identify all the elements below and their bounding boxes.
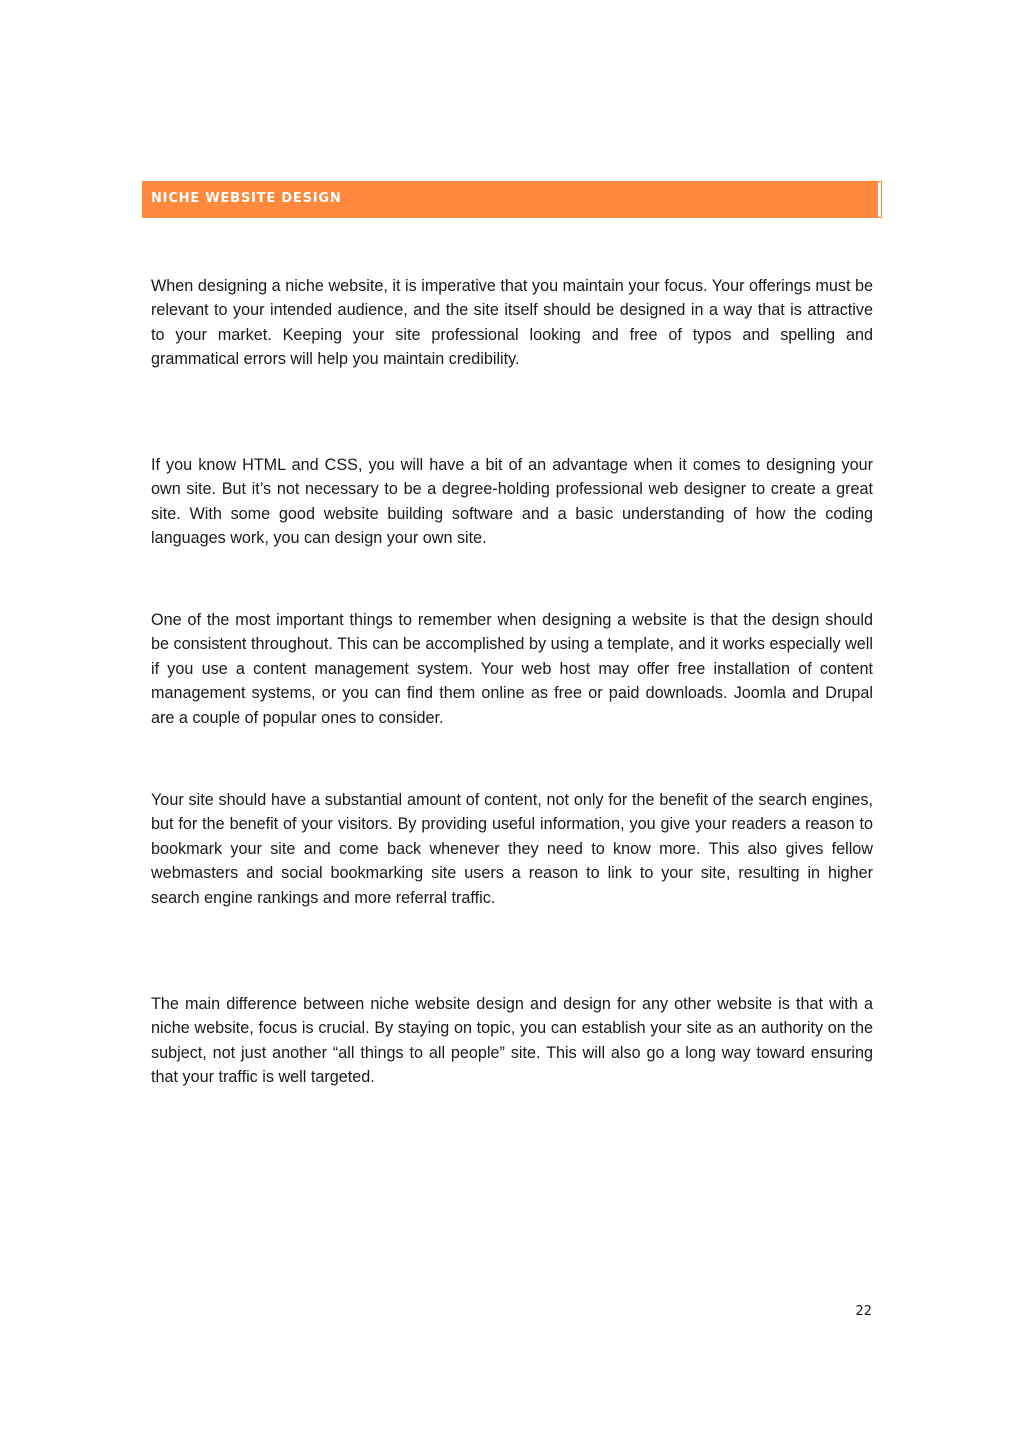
section-heading-bar (143, 182, 881, 217)
section-heading: NICHE WEBSITE DESIGN (151, 191, 342, 206)
paragraph: The main difference between niche website design and design for any other website is that with a niche website, focus is crucial. By staying on topic, you can establish your site as an authority on the subject, not just another “all things to all people” site. This will also go a long way toward ensuring that your traffic is well targeted. (151, 995, 873, 1087)
page-number: 22 (855, 1304, 872, 1319)
paragraph: When designing a niche website, it is imperative that you maintain your focus. Your offerings must be relevant to your intended audience, and the site itself should be designed in a way that is attractive to your market. Keeping your site professional looking and free of typos and spelling and grammatical errors will help you maintain credibility. (151, 277, 873, 369)
paragraph: If you know HTML and CSS, you will have a bit of an advantage when it comes to designing your own site. But it’s not necessary to be a degree-holding professional web designer to create a great site. With some good website building software and a basic understanding of how the coding languages work, you can design your own site. (151, 456, 873, 548)
paragraph: Your site should have a substantial amount of content, not only for the benefit of the search engines, but for the benefit of your visitors. By providing useful information, you give your readers a reason to bookmark your site and come back whenever they need to know more. This also gives fellow webmasters and social bookmarking site users a reason to link to your site, resulting in higher search engine rankings and more referral traffic. (151, 791, 873, 907)
paragraph: One of the most important things to remember when designing a website is that the design should be consistent throughout. This can be accomplished by using a template, and it works especially well if you use a content management system. Your web host may offer free installation of content management systems, or you can find them online as free or paid downloads. Joomla and Drupal are a couple of popular ones to consider. (151, 611, 873, 727)
